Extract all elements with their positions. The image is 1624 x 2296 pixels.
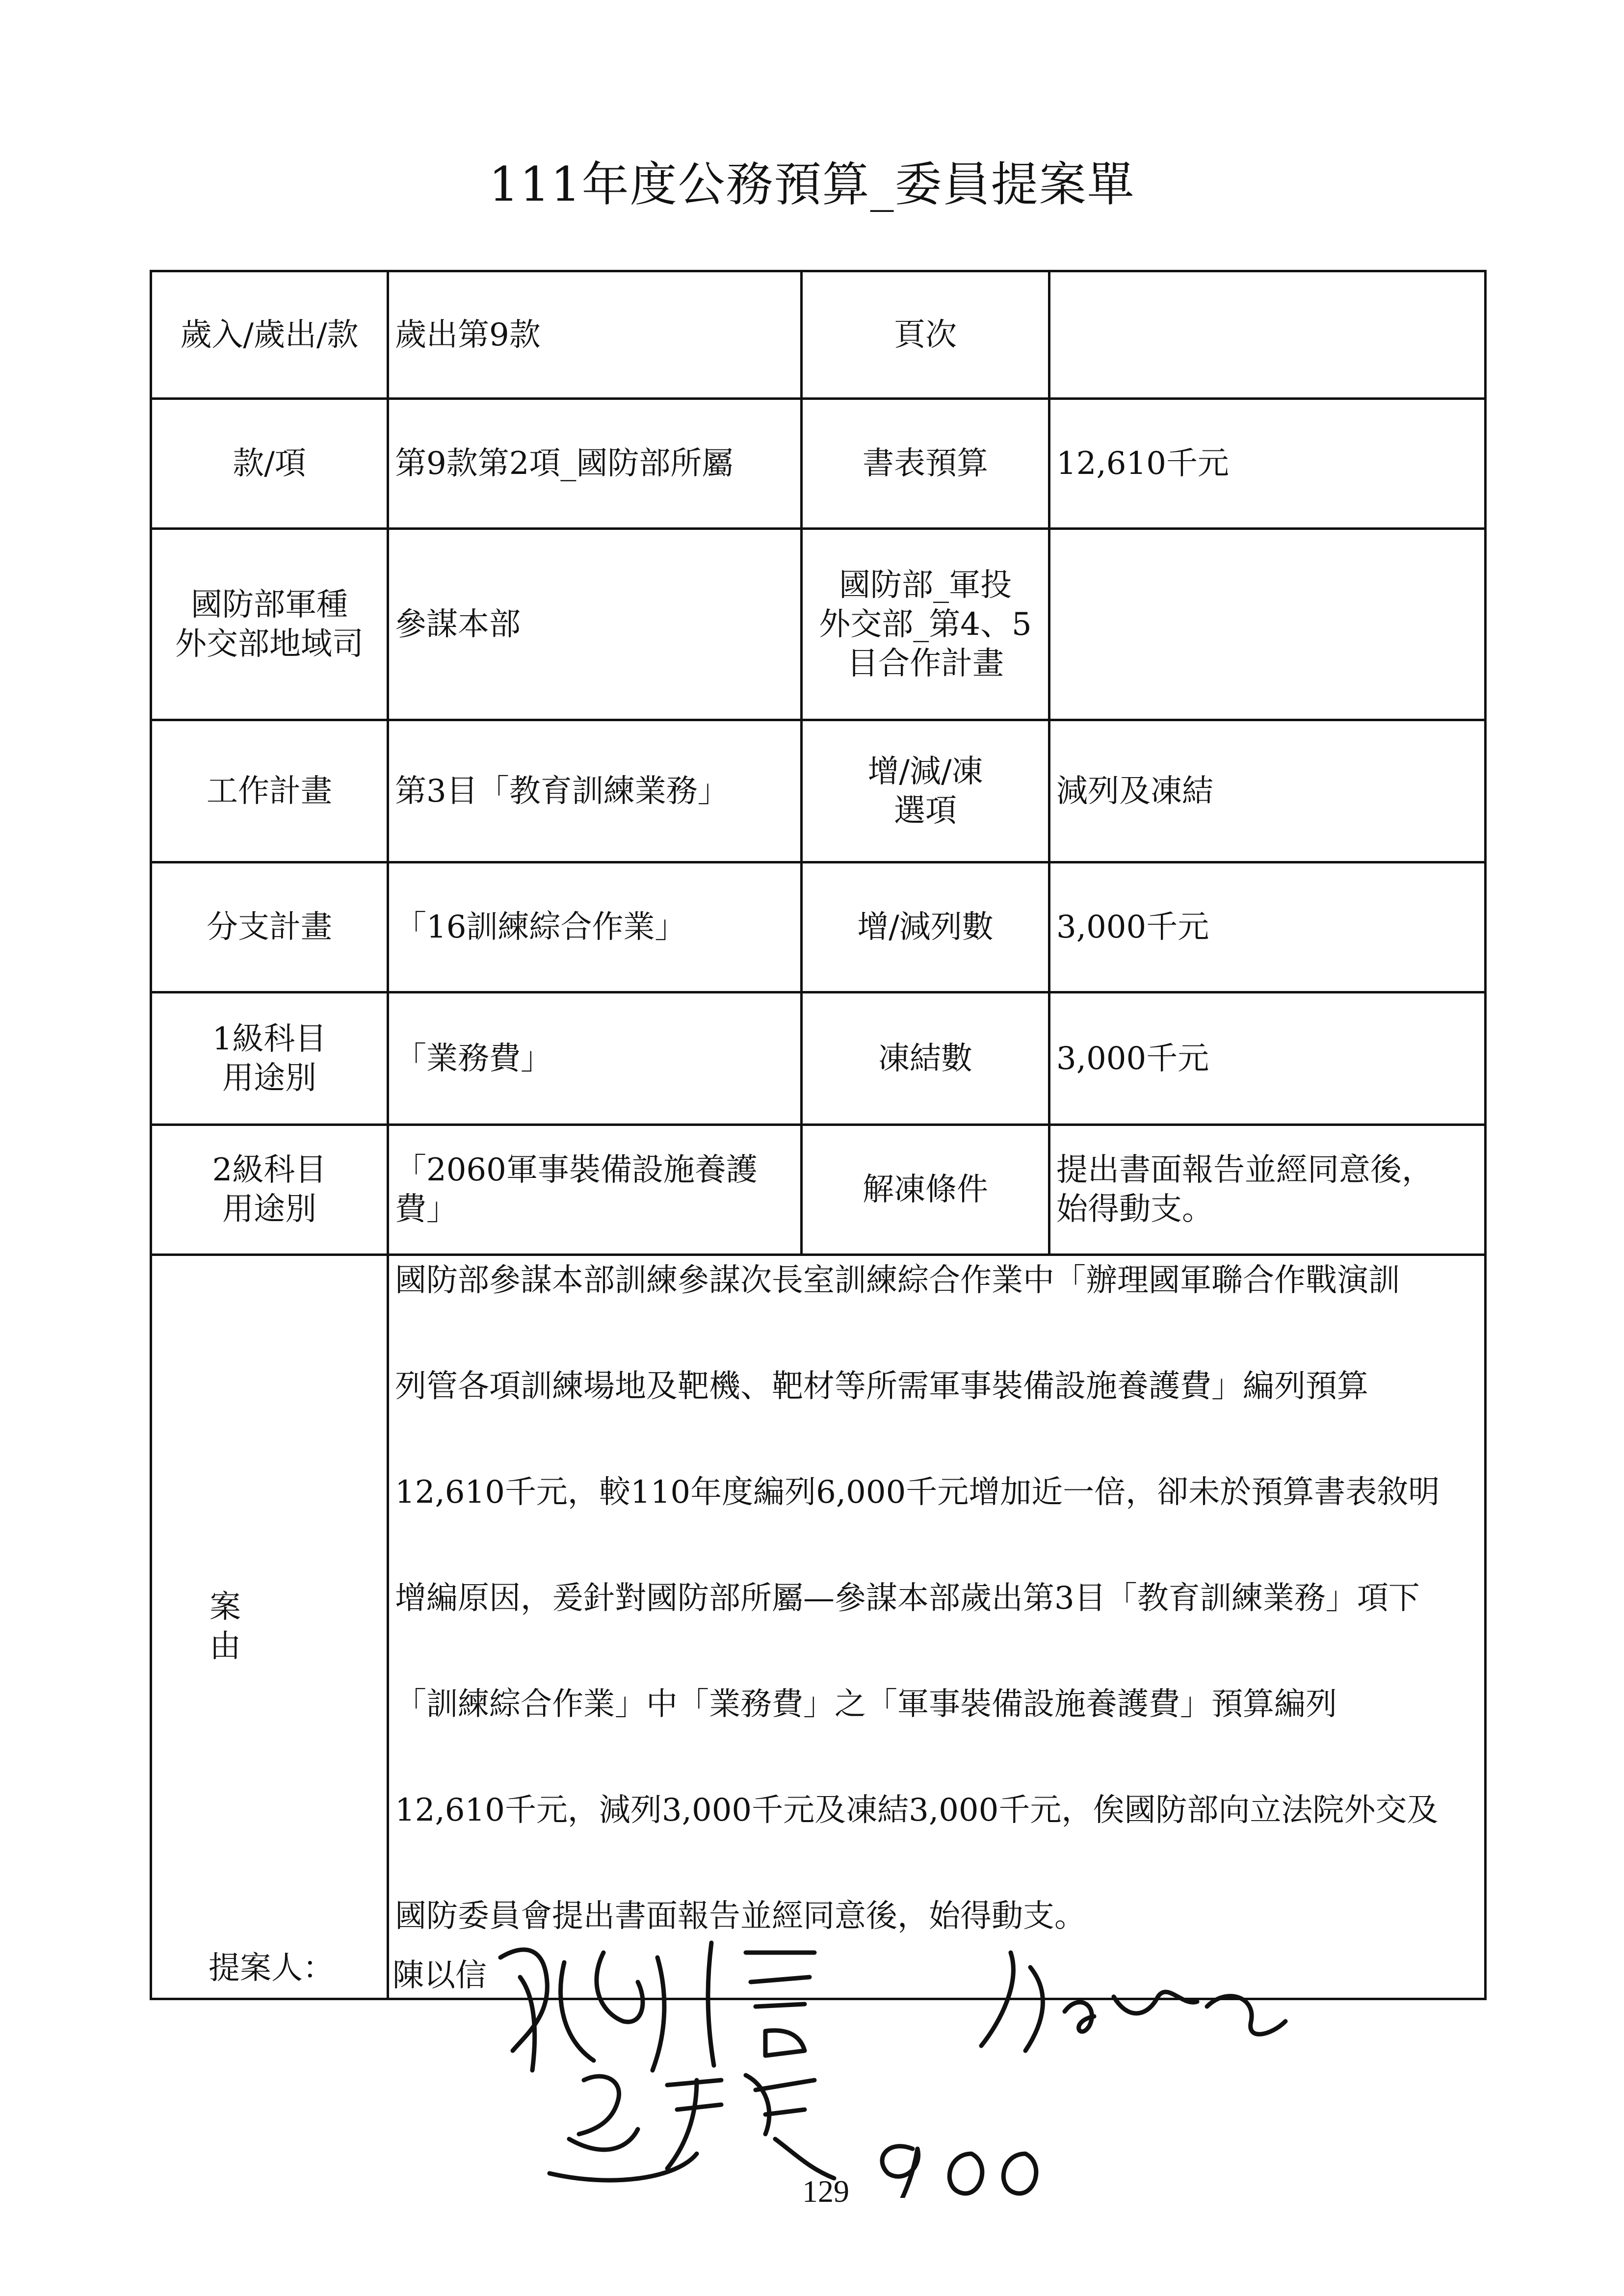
- field-label: 凍結數: [802, 992, 1049, 1125]
- field-label: 分支計畫: [151, 862, 388, 992]
- reason-line: 國防委員會提出書面報告並經同意後，始得動支。: [395, 1898, 1086, 1934]
- table-row: [151, 399, 1486, 529]
- field-value: 12,610千元: [1049, 399, 1486, 529]
- field-value: 第3目「教育訓練業務」: [388, 720, 802, 862]
- table-row: [151, 529, 1486, 720]
- table-row: [151, 720, 1486, 862]
- field-value: 「2060軍事裝備設施養護 費」: [388, 1125, 802, 1255]
- field-label: 2級科目 用途別: [151, 1125, 388, 1255]
- table-row: [151, 862, 1486, 992]
- table-row: [151, 992, 1486, 1125]
- field-value: 減列及凍結: [1049, 720, 1486, 862]
- field-value: 參謀本部: [388, 529, 802, 720]
- field-label: 解凍條件: [802, 1125, 1049, 1255]
- field-label: 國防部_軍投 外交部_第4、5 目合作計畫: [802, 529, 1049, 720]
- field-value: [1049, 271, 1486, 399]
- field-value: 3,000千元: [1049, 862, 1486, 992]
- field-value: 提出書面報告並經同意後， 始得動支。: [1049, 1125, 1486, 1255]
- reason-text: [388, 1255, 1486, 1999]
- field-value: 歲出第9款: [388, 271, 802, 399]
- field-label: 增/減列數: [802, 862, 1049, 992]
- reason-row: [151, 1255, 1486, 1999]
- page-number: 129: [802, 2174, 849, 2209]
- field-value: 「16訓練綜合作業」: [388, 862, 802, 992]
- field-value: 3,000千元: [1049, 992, 1486, 1125]
- reason-line: 國防部參謀本部訓練參謀次長室訓練綜合作業中「辦理國軍聯合作戰演訓: [395, 1262, 1400, 1299]
- field-value: 「業務費」: [388, 992, 802, 1125]
- field-label: 書表預算: [802, 399, 1049, 529]
- field-label: 款/項: [151, 399, 388, 529]
- reason-line: 列管各項訓練場地及靶機、靶材等所需軍事裝備設施養護費」編列預算: [395, 1368, 1368, 1405]
- field-label: 頁次: [802, 271, 1049, 399]
- field-label: 1級科目 用途別: [151, 992, 388, 1125]
- reason-line: 「訓練綜合作業」中「業務費」之「軍事裝備設施養護費」預算編列: [395, 1686, 1337, 1722]
- field-label: 歲入/歲出/款: [151, 271, 388, 399]
- proposer-name: 陳以信: [393, 1957, 487, 1994]
- proposal-form-table: [150, 270, 1487, 2000]
- reason-line: 12,610千元，較110年度編列6,000千元增加近一倍，卻未於預算書表敘明: [395, 1474, 1440, 1511]
- document-title: 111年度公務預算_委員提案單: [489, 157, 1135, 212]
- reason-label: 案由: [151, 1255, 388, 1999]
- reason-line: 12,610千元，減列3,000千元及凍結3,000千元，俟國防部向立法院外交及: [395, 1792, 1439, 1828]
- field-value: 第9款第2項_國防部所屬: [388, 399, 802, 529]
- proposer-label: 提案人：: [209, 1950, 334, 1986]
- field-label: 國防部軍種 外交部地域司: [151, 529, 388, 720]
- signature-scribble: [491, 1923, 1325, 2198]
- handwritten-signatures: [491, 1923, 1325, 2200]
- table-row: [151, 271, 1486, 399]
- field-label: 增/減/凍 選項: [802, 720, 1049, 862]
- field-value: [1049, 529, 1486, 720]
- field-label: 工作計畫: [151, 720, 388, 862]
- table-row: [151, 1125, 1486, 1255]
- reason-line: 增編原因，爰針對國防部所屬—參謀本部歲出第3目「教育訓練業務」項下: [395, 1580, 1420, 1617]
